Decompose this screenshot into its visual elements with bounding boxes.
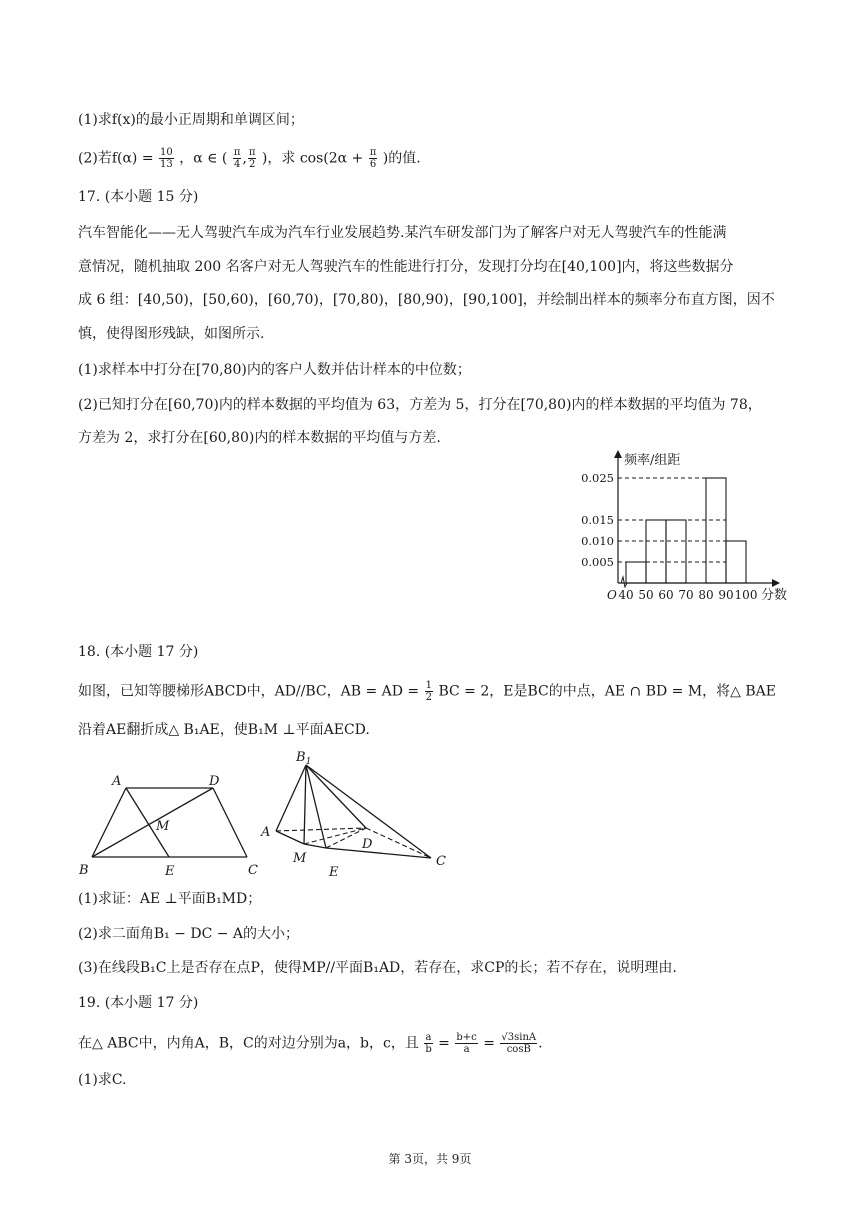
q16-frac-pi4 (233, 147, 242, 170)
page-footer: 第 3页，共 9页 (388, 1152, 472, 1166)
edge-AM (276, 831, 304, 844)
edge-DC-hidden (366, 828, 431, 858)
q18-frac-half (425, 680, 433, 703)
bar-[90,100] (726, 541, 746, 583)
xtick-label-70: 70 (678, 588, 694, 602)
ytick-label-0.025: 0.025 (581, 471, 614, 485)
y-axis-label: 频率/组距 (624, 453, 681, 468)
label-A: A (112, 774, 122, 789)
q17-part2-line2: 方差为 2，求打分在[60,80)内的样本数据的平均值与方差. (78, 430, 441, 446)
ytick-label-0.015: 0.015 (581, 513, 614, 527)
q18-line1-a: 如图，已知等腰梯形ABCD中，AD//BC，AB = AD = (78, 683, 420, 700)
label-B1: $B_1$ (296, 750, 312, 767)
label-M: M (156, 819, 170, 834)
label-C: C (248, 863, 258, 878)
label-D: D (209, 774, 220, 789)
q16-part2: (2)若f(α) = $\frac{10}{13}$ ，α ∈ ( $\frac{\pi}{4}$ , $\frac{\pi}{2}$ )，求 cos(2α + $\frac{\pi}{6}$ )的值. (78, 147, 421, 170)
q19-frac-a-b (424, 1032, 432, 1055)
label-B: B (79, 863, 89, 878)
edge-ME (304, 844, 326, 848)
bar-[60,70) (666, 520, 686, 583)
edge-ED-hidden (326, 828, 366, 848)
ytick-label-0.010: 0.010 (581, 534, 614, 548)
frac-num: b+c (456, 1032, 477, 1043)
frac-num: a (425, 1032, 432, 1043)
q16-frac-pi6 (369, 147, 378, 170)
bar-[40,50) (626, 562, 646, 583)
frac-num: √3sinA (501, 1032, 537, 1043)
bar-[50,60) (646, 520, 666, 583)
edge-DC (213, 788, 247, 857)
frac-num: π (248, 147, 256, 158)
label-E: E (329, 865, 339, 880)
q18-part1: (1)求证：AE ⊥平面B₁MD； (78, 891, 262, 907)
xtick-label-100: 100 (734, 588, 758, 602)
q18-line2: 沿着AE翻折成△ B₁AE，使B₁M ⊥平面AECD. (78, 722, 370, 738)
q18-part2: (2)求二面角B₁ − DC − A的大小； (78, 926, 300, 942)
edge-B1M (304, 765, 306, 844)
label-D: D (362, 837, 373, 852)
frac-den: a (463, 1044, 470, 1055)
q19-eq2: = (483, 1035, 495, 1052)
label-M: M (293, 851, 307, 866)
q19-frac-sin-cos (500, 1032, 537, 1055)
q18-heading: 18. (本小题 17 分) (78, 644, 199, 660)
folded-pyramid-figure (256, 745, 456, 880)
q19-frac-bc-a (455, 1032, 477, 1055)
edge-B1A (276, 765, 306, 831)
q17-text-line4: 慎，使得图形残缺，如图所示. (78, 326, 265, 342)
q19-eq1: = (438, 1035, 450, 1052)
y-axis-arrow (614, 450, 622, 458)
q17-heading: 17. (本小题 15 分) (78, 189, 199, 205)
label-A: A (261, 825, 271, 840)
q18-part3: (3)在线段B₁C上是否存在点P，使得MP//平面B₁AD，若存在，求CP的长；若不存在，说明理由. (78, 960, 677, 976)
edge-MD-hidden (304, 828, 366, 844)
q16-part2-mid: ，α ∈ ( (179, 150, 228, 167)
edge-EC (326, 848, 431, 858)
histogram-axes (614, 450, 780, 587)
bar-[80,90) (706, 478, 726, 583)
xtick-label-90: 90 (718, 588, 734, 602)
frequency-histogram (560, 448, 800, 608)
xtick-label-50: 50 (638, 588, 654, 602)
q16-frac-10-13 (159, 147, 174, 170)
x-axis-label: 分数 (761, 588, 788, 603)
xtick-label-60: 60 (658, 588, 674, 602)
x-axis-arrow (772, 579, 780, 587)
label-C: C (436, 854, 446, 869)
trapezoid-figure (76, 770, 266, 880)
q19-line1-end: . (538, 1035, 543, 1052)
xtick-label-40: 40 (618, 588, 634, 602)
q19-line1 (78, 1032, 543, 1055)
q17-text-line3: 成 6 组：[40,50)，[50,60)，[60,70)，[70,80)，[80,90)，[90,100]，并绘制出样本的频率分布直方图，因不 (78, 292, 775, 308)
q16-part2-mid2: )，求 cos(2α + (261, 150, 364, 167)
frac-num: π (369, 147, 377, 158)
q16-part2-prefix: (2)若f(α) = (78, 150, 154, 167)
histogram-labels (581, 452, 787, 603)
frac-den: b (425, 1044, 432, 1055)
frac-den: cosB (506, 1044, 531, 1055)
q17-text-line2: 意情况，随机抽取 200 名客户对无人驾驶汽车的性能进行打分，发现打分均在[40,100]内，将这些数据分 (78, 259, 734, 275)
q16-part1: (1)求f(x)的最小正周期和单调区间； (78, 112, 304, 128)
frac-den: 4 (233, 159, 241, 170)
frac-den: 13 (160, 159, 173, 170)
q17-text-line1: 汽车智能化——无人驾驶汽车成为汽车行业发展趋势.某汽车研发部门为了解客户对无人驾驶汽车的性能满 (78, 225, 727, 241)
ytick-label-0.005: 0.005 (581, 555, 614, 569)
label-E: E (165, 864, 175, 879)
frac-num: 10 (160, 147, 173, 158)
q16-frac-pi2 (248, 147, 257, 170)
edge-B1D (306, 765, 366, 828)
q17-part2-line1: (2)已知打分在[60,70)内的样本数据的平均值为 63，方差为 5，打分在[70,80)内的样本数据的平均值为 78， (78, 397, 762, 413)
q16-part2-suffix: )的值. (382, 150, 421, 167)
q17-part1: (1)求样本中打分在[70,80)内的客户人数并估计样本的中位数； (78, 362, 471, 378)
frac-den: 2 (248, 159, 256, 170)
q19-heading: 19. (本小题 17 分) (78, 995, 199, 1011)
histogram-bars (626, 478, 746, 583)
xtick-label-80: 80 (698, 588, 714, 602)
frac-num: 1 (425, 680, 432, 691)
frac-den: 6 (369, 159, 377, 170)
frac-den: 2 (425, 692, 432, 703)
q18-line1 (78, 680, 776, 703)
edge-BD (92, 788, 213, 857)
frac-num: π (233, 147, 241, 158)
q18-line1-b: BC = 2，E是BC的中点，AE ∩ BD = M，将△ BAE (438, 683, 777, 700)
q19-part1: (1)求C. (78, 1072, 127, 1088)
q19-line1-a: 在△ ABC中，内角A，B，C的对边分别为a，b，c，且 (78, 1035, 419, 1052)
origin-label: O (607, 588, 617, 602)
